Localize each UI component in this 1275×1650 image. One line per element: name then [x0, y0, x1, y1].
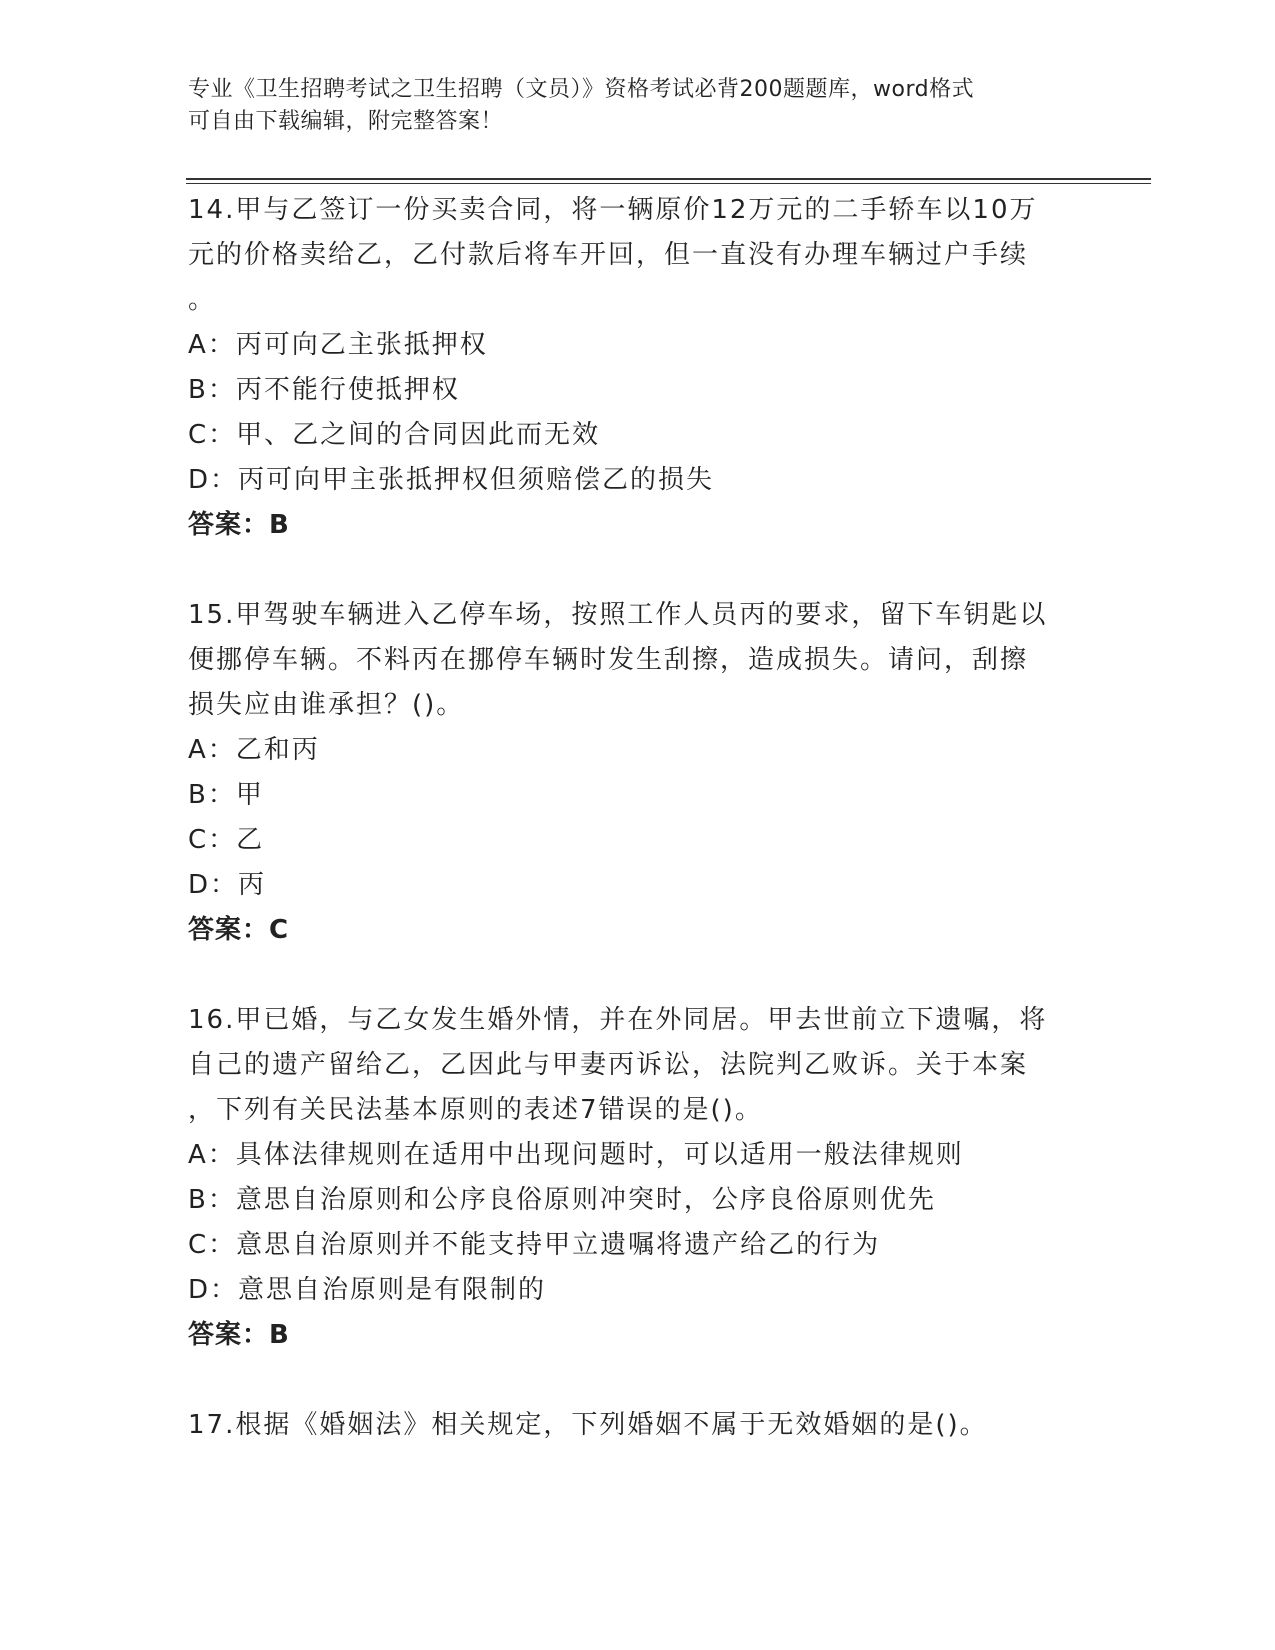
answer: 答案：B	[188, 1320, 290, 1350]
question-text: 15.甲驾驶车辆进入乙停车场，按照工作人员丙的要求，留下车钥匙以 便挪停车辆。不料丙在挪停车辆时发生刮擦，造成损失。请问，刮擦 损失应由谁承担？()。	[188, 600, 1048, 720]
option-c: C：甲、乙之间的合同因此而无效	[188, 420, 601, 450]
answer: 答案：C	[188, 915, 290, 945]
option-a: A：乙和丙	[188, 735, 320, 765]
question-16	[188, 998, 1088, 1358]
option-c: C：意思自治原则并不能支持甲立遗嘱将遗产给乙的行为	[188, 1230, 881, 1260]
question-text: 17.根据《婚姻法》相关规定，下列婚姻不属于无效婚姻的是()。	[188, 1410, 988, 1440]
question-list	[188, 188, 1088, 1448]
spacer	[188, 953, 1088, 998]
option-b: B：意思自治原则和公序良俗原则冲突时，公序良俗原则优先	[188, 1185, 936, 1215]
header-line-2: 可自由下载编辑，附完整答案！	[188, 109, 504, 134]
option-d: D：意思自治原则是有限制的	[188, 1275, 547, 1305]
question-text: 16.甲已婚，与乙女发生婚外情，并在外同居。甲去世前立下遗嘱，将 自己的遗产留给乙，乙因此与甲妻丙诉讼，法院判乙败诉。关于本案 ，下列有关民法基本原则的表述7错误的是()。	[188, 1005, 1048, 1125]
question-14	[188, 188, 1088, 548]
question-17	[188, 1403, 1088, 1448]
option-d: D：丙	[188, 870, 267, 900]
option-c: C：乙	[188, 825, 265, 855]
option-a: A：具体法律规则在适用中出现问题时，可以适用一般法律规则	[188, 1140, 964, 1170]
answer: 答案：B	[188, 510, 290, 540]
option-a: A：丙可向乙主张抵押权	[188, 330, 488, 360]
header-divider-thick	[186, 178, 1151, 180]
option-d: D：丙可向甲主张抵押权但须赔偿乙的损失	[188, 465, 715, 495]
question-15	[188, 593, 1088, 953]
header-divider-thin	[186, 183, 1151, 184]
option-b: B：甲	[188, 780, 264, 810]
document-header	[188, 74, 1068, 138]
question-text: 14.甲与乙签订一份买卖合同，将一辆原价12万元的二手轿车以10万 元的价格卖给乙，乙付款后将车开回，但一直没有办理车辆过户手续 。	[188, 195, 1038, 315]
option-b: B：丙不能行使抵押权	[188, 375, 460, 405]
spacer	[188, 1358, 1088, 1403]
spacer	[188, 548, 1088, 593]
header-line-1: 专业《卫生招聘考试之卫生招聘（文员）》资格考试必背200题题库，word格式	[188, 77, 975, 102]
